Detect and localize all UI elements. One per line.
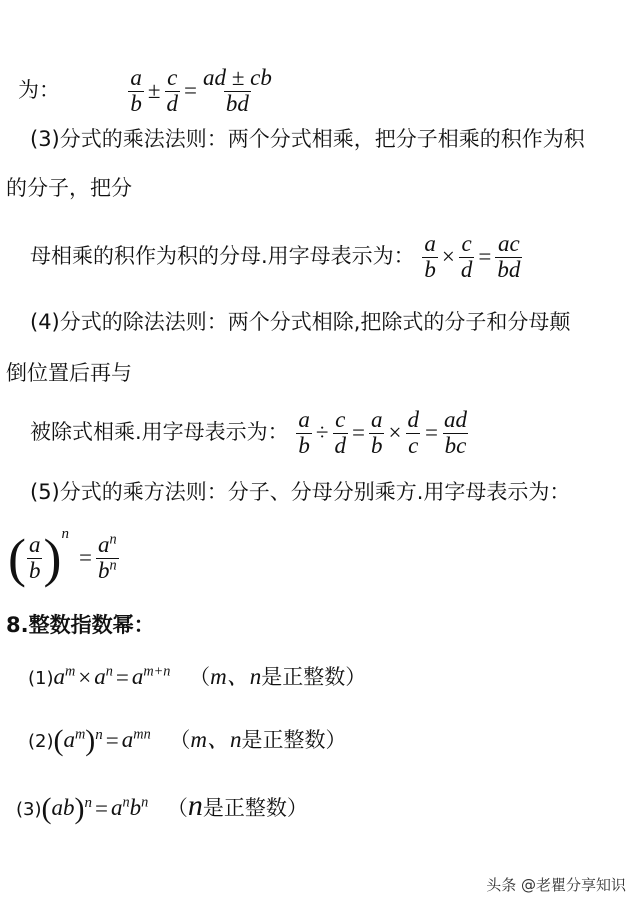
equals-sign: = (478, 244, 492, 269)
rule-1-note-open: （ (189, 665, 211, 689)
rule-3-continued: 的分子，把分 (6, 176, 132, 200)
rule-5-formula (8, 524, 120, 590)
equals-sign: = (184, 78, 197, 103)
rule-3-formula-line (30, 226, 523, 286)
rule-4-formula-intro: 被除式相乘.用字母表示为： (30, 420, 289, 444)
section-heading: 8.整数指数幂： (6, 613, 155, 637)
rule-3-note: 是正整数） (202, 796, 308, 820)
exponent-rule-2: $(2)(a^m)^n = a^{mn}$ （m、n是正整数） (28, 724, 347, 757)
fraction-a-over-b: $\frac{a}{b}$ (298, 407, 310, 458)
fraction-d-over-c: $\frac{d}{c}$ (407, 407, 419, 458)
addition-formula-line (18, 60, 275, 120)
exponent-n: n (61, 526, 69, 542)
fraction-an-over-bn: $\frac{a^n}{b^n}$ (97, 531, 117, 583)
times-sign: × (78, 665, 92, 690)
plus-minus-sign: ± (147, 78, 161, 103)
fraction-adpmcb-over-bd: $\frac{ad \pm cb}{bd}$ (202, 65, 272, 116)
equals-sign: = (115, 665, 129, 690)
rule-1-note: 是正整数） (261, 665, 367, 689)
fraction-a-over-b: $\frac{a}{b}$ (424, 231, 436, 282)
fraction-a-over-b: $\frac{a}{b}$ (28, 532, 41, 583)
rule-3-note-var: n (187, 789, 203, 822)
fraction-a-over-b: $\frac{a}{b}$ (130, 65, 142, 116)
rule-1-note-vars: m、n (210, 664, 262, 689)
rule-4-continued: 倒位置后再与 (6, 361, 132, 385)
fraction-ad-over-bc: $\frac{ad}{bc}$ (443, 407, 467, 458)
rule-2-note: 是正整数） (241, 728, 347, 752)
rule-3-formula-intro: 母相乘的积作为积的分母.用字母表示为： (30, 244, 415, 268)
exponent-rule-3: $(3)(ab)^n = a^nb^n$ （n是正整数） (16, 789, 308, 825)
fraction-c-over-d: $\frac{c}{d}$ (166, 65, 178, 116)
rule-4-text: (4)分式的除法法则：两个分式相除,把除式的分子和分母颠 (30, 310, 571, 334)
rule-5-text: (5)分式的乘方法则：分子、分母分别乘方.用字母表示为： (30, 480, 571, 504)
equals-sign: = (105, 728, 119, 753)
equals-sign: = (78, 545, 92, 570)
times-sign: × (388, 420, 402, 445)
equals-sign: = (352, 420, 365, 445)
exponent-rule-1: $(1)a^m \times a^n = a^{m+n}$ （m、n是正整数） (28, 663, 367, 690)
fraction-a-over-b: $\frac{a}{b}$ (370, 407, 383, 458)
rule-3-note-open: （ (166, 796, 188, 820)
fraction-c-over-d: $\frac{c}{d}$ (334, 407, 346, 458)
watermark: 头条 @老瞿分享知识 (486, 876, 626, 894)
rule-3-text: (3)分式的乘法法则：两个分式相乘，把分子相乘的积作为积 (30, 127, 585, 151)
divide-sign: ÷ (315, 420, 329, 445)
rule-2-label: (2) (28, 731, 54, 752)
fraction-ac-over-bd: $\frac{ac}{bd}$ (497, 231, 521, 282)
left-paren: ( (8, 528, 26, 588)
equals-sign: = (424, 420, 438, 445)
rule-2-note-open: （ (169, 728, 191, 752)
rule-1-label: (1) (28, 668, 54, 689)
times-sign: × (441, 244, 455, 269)
fraction-c-over-d: $\frac{c}{d}$ (460, 231, 473, 282)
rule-3-label: (3) (16, 799, 42, 820)
equals-sign: = (95, 796, 108, 821)
right-paren: ) (43, 528, 62, 588)
rule-4-formula-line (30, 402, 470, 462)
rule-2-note-vars: m、n (190, 727, 242, 752)
label-wei: 为： (18, 78, 60, 102)
